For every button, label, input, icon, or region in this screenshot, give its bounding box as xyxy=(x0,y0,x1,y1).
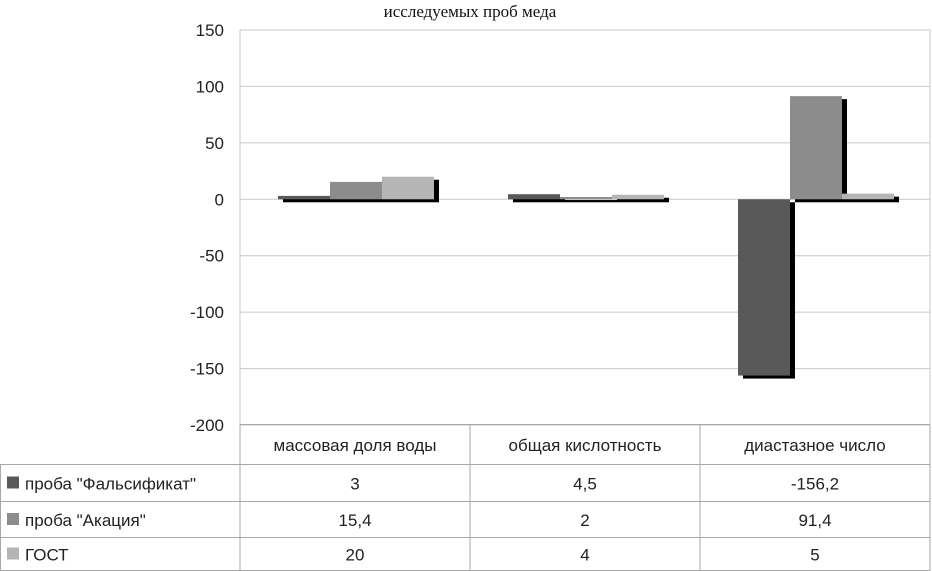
data-value-label: 3 xyxy=(350,474,360,494)
bar-проба-фальсификат-общая-кислотность xyxy=(508,194,560,199)
data-value-label: 91,4 xyxy=(798,511,832,530)
bar-проба-фальсификат-массовая-доля-воды xyxy=(278,196,330,199)
y-tick-label: 50 xyxy=(205,133,224,153)
series-name: проба "Акация" xyxy=(25,511,146,530)
bar-shadow xyxy=(565,200,617,202)
data-value-label: 20 xyxy=(345,545,365,565)
legend-key xyxy=(7,513,19,525)
category-label: массовая доля воды xyxy=(273,436,437,455)
data-value-label: 2 xyxy=(580,511,590,530)
bar-проба-акация-массовая-доля-воды xyxy=(330,182,382,199)
category-label: общая кислотность xyxy=(508,436,662,455)
y-tick-label: -150 xyxy=(189,359,224,379)
category-label: диастазное число xyxy=(744,436,886,455)
data-value-label: 4,5 xyxy=(573,474,597,494)
data-value-label: 5 xyxy=(810,545,820,565)
y-tick-label: -100 xyxy=(189,303,224,323)
legend-key xyxy=(7,477,19,489)
data-table xyxy=(0,425,930,571)
data-value-label: 4 xyxy=(580,545,590,565)
bar-проба-фальсификат-диастазное-число xyxy=(738,199,790,375)
bar-проба-акация-диастазное-число xyxy=(790,96,842,199)
y-tick-label: -200 xyxy=(189,416,224,435)
y-tick-label: 0 xyxy=(214,190,224,210)
data-value-label: -156,2 xyxy=(790,474,840,494)
bar-гост-массовая-доля-воды xyxy=(382,177,434,200)
bar-shadow xyxy=(283,199,335,202)
series-name: проба "Фальсификат" xyxy=(25,474,197,494)
y-tick-label: 100 xyxy=(195,77,224,97)
y-tick-label: 150 xyxy=(195,21,224,40)
bar-гост-диастазное-число xyxy=(842,194,894,200)
data-value-label: 15,4 xyxy=(338,511,372,530)
chart-title: исследуемых проб меда xyxy=(383,2,557,21)
bar-проба-акация-общая-кислотность xyxy=(560,197,612,199)
bar-гост-общая-кислотность xyxy=(612,195,664,200)
y-tick-label: -50 xyxy=(199,246,224,266)
y-axis-tick-labels xyxy=(190,21,224,435)
gridlines xyxy=(240,30,930,425)
series-name: ГОСТ xyxy=(25,545,69,565)
bars xyxy=(278,96,899,378)
legend-key xyxy=(7,548,19,560)
